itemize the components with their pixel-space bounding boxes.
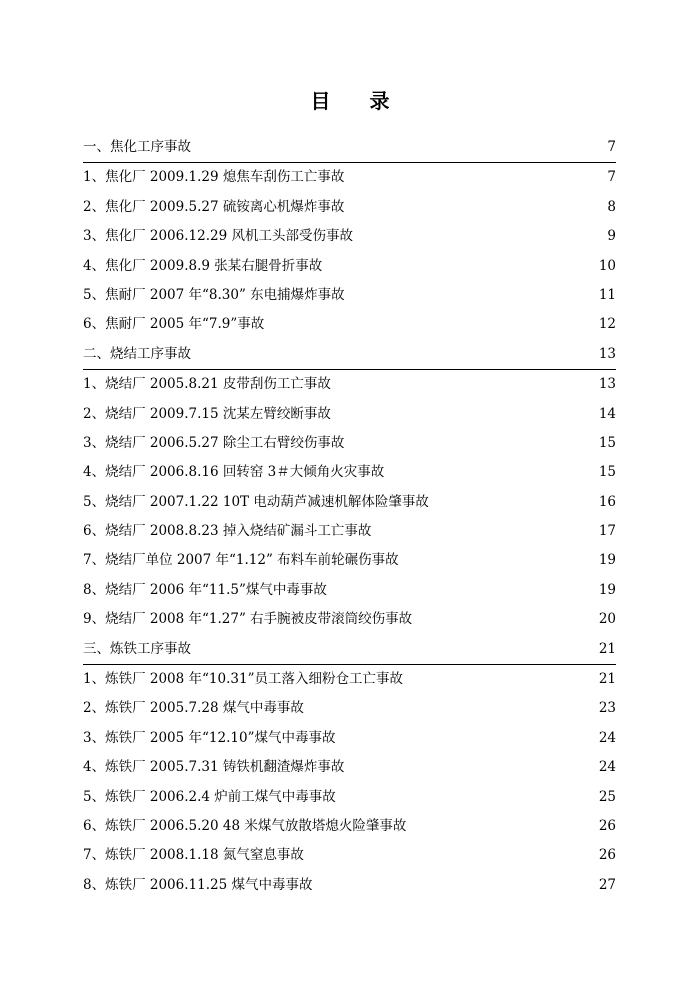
- toc-entry[interactable]: [83, 222, 616, 251]
- toc-entry[interactable]: [83, 753, 616, 782]
- toc-entry-title: 3、焦化厂 2006.12.29 风机工头部受伤事故: [83, 228, 353, 245]
- toc-page-number: 25: [598, 788, 616, 805]
- toc-entry-title: 3、烧结厂 2006.5.27 除尘工右臂绞伤事故: [83, 434, 345, 451]
- toc-entry-title: 8、烧结厂 2006 年“11.5”煤气中毒事故: [83, 581, 327, 598]
- toc-entry[interactable]: [83, 724, 616, 753]
- toc-entry[interactable]: [83, 429, 616, 458]
- toc-entry-title: 7、烧结厂单位 2007 年“1.12” 布料车前轮碾伤事故: [83, 552, 399, 569]
- page-title: 目 录: [310, 89, 406, 113]
- toc-entry-title: 4、烧结厂 2006.8.16 回转窑 3＃大倾角火灾事故: [83, 464, 385, 481]
- toc-entry[interactable]: [83, 546, 616, 575]
- toc-entry-title: 5、炼铁厂 2006.2.4 炉前工煤气中毒事故: [83, 788, 336, 805]
- toc-entry[interactable]: [83, 252, 616, 281]
- toc-page-number: 7: [607, 169, 616, 186]
- toc-page-number: 14: [598, 405, 616, 422]
- toc-page-number: 26: [598, 817, 616, 834]
- table-of-contents: [83, 133, 616, 900]
- toc-entry[interactable]: [83, 694, 616, 723]
- toc-page-number: 13: [598, 345, 616, 362]
- toc-page-number: 15: [598, 434, 616, 451]
- toc-page-number: 15: [598, 464, 616, 481]
- toc-page-number: 19: [598, 581, 616, 598]
- toc-entry[interactable]: [83, 841, 616, 870]
- toc-page-number: 24: [598, 759, 616, 776]
- toc-page-number: 13: [598, 376, 616, 393]
- toc-entry-title: 2、焦化厂 2009.5.27 硫铵离心机爆炸事故: [83, 198, 345, 215]
- toc-page-number: 24: [598, 729, 616, 746]
- toc-entry-title: 2、炼铁厂 2005.7.28 煤气中毒事故: [83, 700, 304, 717]
- toc-page-number: 26: [598, 847, 616, 864]
- toc-entry-title: 二、烧结工序事故: [83, 345, 191, 362]
- toc-entry[interactable]: [83, 576, 616, 605]
- toc-page-number: 17: [598, 523, 616, 540]
- toc-page-number: 7: [607, 139, 616, 155]
- toc-page-number: 16: [598, 493, 616, 510]
- toc-page-number: 21: [598, 640, 616, 657]
- toc-entry-title: 7、炼铁厂 2008.1.18 氮气窒息事故: [83, 847, 304, 864]
- toc-page-number: 19: [598, 552, 616, 569]
- toc-entry[interactable]: [83, 517, 616, 546]
- toc-entry[interactable]: [83, 605, 616, 634]
- toc-entry[interactable]: [83, 871, 616, 900]
- toc-entry[interactable]: [83, 281, 616, 310]
- toc-entry-title: 6、烧结厂 2008.8.23 掉入烧结矿漏斗工亡事故: [83, 523, 372, 540]
- toc-page-number: 11: [598, 286, 616, 303]
- toc-entry-title: 2、烧结厂 2009.7.15 沈某左臂绞断事故: [83, 405, 331, 422]
- toc-section-heading[interactable]: [83, 133, 616, 163]
- toc-page-number: 23: [598, 700, 616, 717]
- toc-entry[interactable]: [83, 400, 616, 429]
- toc-entry[interactable]: [83, 665, 616, 694]
- toc-entry-title: 4、炼铁厂 2005.7.31 铸铁机翻渣爆炸事故: [83, 759, 345, 776]
- toc-entry-title: 9、烧结厂 2008 年“1.27” 右手腕被皮带滚筒绞伤事故: [83, 611, 413, 628]
- toc-entry[interactable]: [83, 458, 616, 487]
- toc-section-heading[interactable]: [83, 635, 616, 665]
- toc-page-number: 8: [607, 198, 616, 215]
- toc-entry[interactable]: [83, 193, 616, 222]
- toc-page-number: 12: [598, 316, 616, 333]
- toc-entry-title: 4、焦化厂 2009.8.9 张某右腿骨折事故: [83, 257, 323, 274]
- toc-entry-title: 1、炼铁厂 2008 年“10.31”员工落入细粉仓工亡事故: [83, 671, 403, 688]
- toc-entry-title: 5、烧结厂 2007.1.22 10T 电动葫芦减速机解体险肇事故: [83, 493, 429, 510]
- toc-entry-title: 5、焦耐厂 2007 年“8.30” 东电捕爆炸事故: [83, 286, 345, 303]
- toc-entry[interactable]: [83, 812, 616, 841]
- toc-entry[interactable]: [83, 488, 616, 517]
- toc-entry-title: 三、炼铁工序事故: [83, 640, 191, 657]
- toc-entry-title: 6、焦耐厂 2005 年“7.9”事故: [83, 316, 265, 333]
- toc-entry-title: 一、焦化工序事故: [83, 139, 191, 155]
- toc-page-number: 27: [598, 876, 616, 893]
- toc-entry[interactable]: [83, 783, 616, 812]
- toc-entry-title: 8、炼铁厂 2006.11.25 煤气中毒事故: [83, 876, 313, 893]
- toc-entry-title: 6、炼铁厂 2006.5.20 48 米煤气放散塔熄火险肇事故: [83, 817, 407, 834]
- toc-entry[interactable]: [83, 163, 616, 192]
- toc-entry-title: 3、炼铁厂 2005 年“12.10”煤气中毒事故: [83, 729, 336, 746]
- toc-entry-title: 1、焦化厂 2009.1.29 熄焦车刮伤工亡事故: [83, 169, 345, 186]
- toc-entry[interactable]: [83, 370, 616, 399]
- toc-page-number: 21: [598, 671, 616, 688]
- toc-page-number: 20: [598, 611, 616, 628]
- toc-page-number: 9: [607, 228, 616, 245]
- toc-section-heading[interactable]: [83, 340, 616, 370]
- toc-page-number: 10: [598, 257, 616, 274]
- toc-entry-title: 1、烧结厂 2005.8.21 皮带刮伤工亡事故: [83, 376, 331, 393]
- toc-entry[interactable]: [83, 310, 616, 339]
